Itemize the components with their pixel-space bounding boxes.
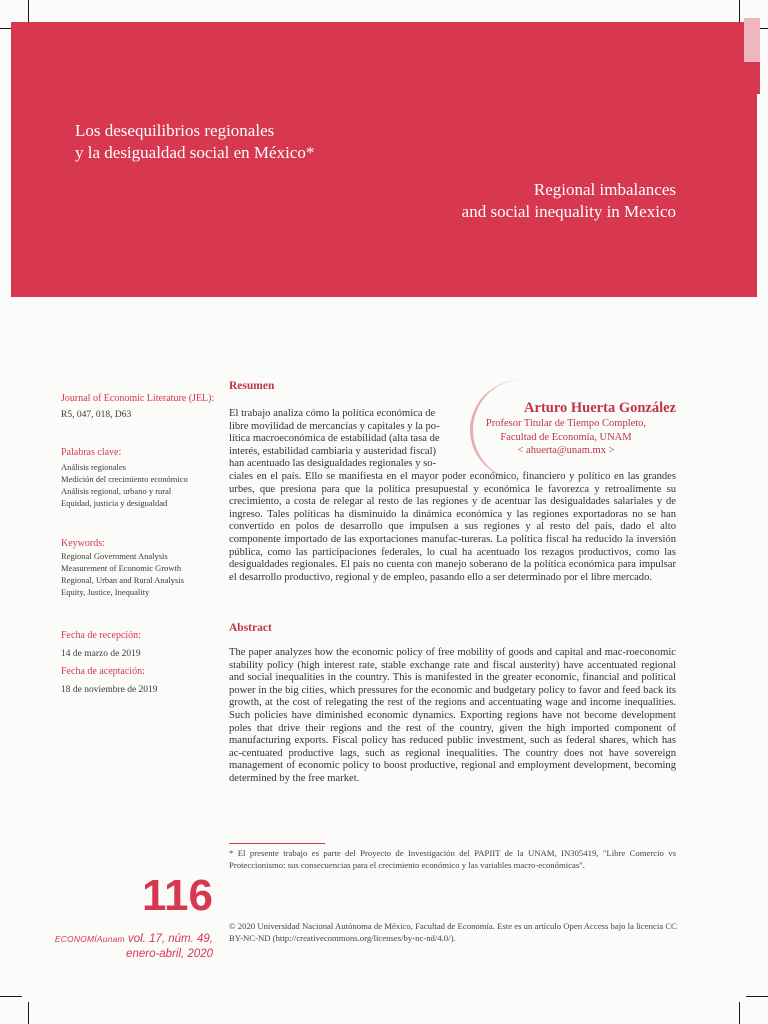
text-line: libre movilidad de mercancías y capitales y la po- <box>229 420 440 432</box>
crop-mark <box>28 1002 29 1024</box>
crop-mark <box>739 0 740 22</box>
footnote: * El presente trabajo es parte del Proyecto de Investigación del PAPIIT de la UNAM, IN305419, "Libre Comercio vs Proteccionismo: sus consecuencias para el crecimiento económico y las variables macro-económicas". <box>229 848 676 870</box>
author-name: Arturo Huerta González <box>524 400 676 416</box>
resumen-paragraph: ciales en el país. Ello se manifiesta en el mayor poder económico, financiero y político en las grandes urbes, que presiona para que la política presupuestal y económica le favorezca y retroalimente su crecimiento, a costa de relegar al resto de las regiones y de acentuar las desigualdades salariales y de ingreso. Tales políticas ha disminuido la dinámica económica y las regiones exportadoras no se han convertido en polos de desarrollo que impulsen a sus regiones y al resto del país, dado el alto componente importado de las exportaciones manufac-tureras. La política fiscal ha reducido la inversión pública, como las participaciones federales, lo cual ha acentuado los rezagos productivos, como las desigualdades regionales. El país no cuenta con manejo soberano de la política económica para impulsar el desarrollo productivo, regional y de empleo, pasando ello a ser determinado por el libre mercado. <box>229 471 676 583</box>
keyword: Regional, Urban and Rural Analysis <box>61 575 184 585</box>
abstract-paragraph: The paper analyzes how the economic policy of free mobility of goods and capital and mac-roeconomic stability policy (high interest rate, stable exchange rate and fiscal austerity) have accentuated regional and social inequalities in the country. This is manifested in the greater economic, financial and political power in the big cities, which pressures for the economic and budgetary policy to favor and feed back its growth, at the cost of relegating the rest of the regions and accentuating wage and income inequalities. Such policies have diminished economic dynamics. Exporting regions have not become development poles that drive their regions and the rest of the country, given the high imported component of manufacturing exports. Fiscal policy has reduced public investment, such as federal shares, which has ac-centuated productive lags, such as regional inequalities. The country does not have sovereign management of economic policy to boost productive, regional and employment development, becoming determined by the free market. <box>229 647 676 784</box>
keyword: Measurement of Economic Growth <box>61 563 182 573</box>
keyword: Medición del crecimiento económico <box>61 474 188 484</box>
title-line: y la desigualdad social en México* <box>75 143 315 162</box>
journal-citation <box>13 932 213 962</box>
article-title-english <box>256 179 676 223</box>
author-affiliation: Facultad de Economía, UNAM <box>500 431 632 443</box>
keywords-en-block <box>61 537 226 598</box>
dates-block <box>61 629 226 697</box>
text-line: interés, estabilidad cambiaria y austeridad fiscal) <box>229 445 437 457</box>
license-text: © 2020 Universidad Nacional Autónoma de México, Facultad de Economía. Este es un artículo Open Access bajo la licencia CC BY-NC-ND (http://creativecommons.org/licenses/by-nc-nd/4.0/). <box>229 921 677 943</box>
author-position: Profesor Titular de Tiempo Completo, <box>485 418 647 429</box>
accepted-label: Fecha de aceptación: <box>61 666 145 677</box>
keyword: Análisis regionales <box>61 462 126 472</box>
crop-mark <box>746 996 768 997</box>
text-line: lítica macroeconómica de estabilidad (alta tasa de <box>229 433 440 445</box>
journal-period: enero-abril, 2020 <box>126 948 213 960</box>
text-line: El trabajo analiza cómo la política económica de <box>229 408 436 419</box>
received-date: 14 de marzo de 2019 <box>61 649 141 659</box>
edge-tab <box>744 62 760 94</box>
jel-label: Journal of Economic Literature (JEL): <box>61 393 215 404</box>
resumen-heading: Resumen <box>229 380 275 392</box>
author-info <box>456 417 676 458</box>
text-line: han acentuado las desigualdades regionales y so- <box>229 458 437 470</box>
keyword: Equity, Justice, Inequality <box>61 587 150 597</box>
author-email: < ahuerta@unam.mx > <box>517 445 615 456</box>
page-number: 116 <box>142 871 213 920</box>
title-line: Regional imbalances <box>533 180 676 199</box>
edge-tab <box>744 18 760 66</box>
title-line: Los desequilibrios regionales <box>75 121 275 140</box>
keyword: Análisis regional, urbano y rural <box>61 486 172 496</box>
footnote-rule <box>229 843 325 844</box>
abstract-heading: Abstract <box>229 622 272 634</box>
resumen-text <box>229 471 676 584</box>
accepted-date: 18 de noviembre de 2019 <box>61 685 158 695</box>
jel-codes: R5, 047, 018, D63 <box>61 410 132 420</box>
journal-name: ECONOMÍAunam <box>54 934 125 944</box>
article-title-spanish <box>75 120 535 164</box>
keywords-es-block <box>61 446 226 509</box>
keywords-en-label: Keywords: <box>61 538 105 549</box>
received-label: Fecha de recepción: <box>61 630 141 641</box>
abstract-text <box>229 647 676 786</box>
keyword: Equidad, justicia y desigualdad <box>61 498 168 508</box>
resumen-wrapped-text <box>229 408 466 471</box>
journal-volume: vol. 17, núm. 49, <box>124 933 213 945</box>
keyword: Regional Government Analysis <box>61 551 168 561</box>
crop-mark <box>28 0 29 22</box>
jel-block <box>61 392 226 422</box>
crop-mark <box>0 996 22 997</box>
keywords-es-label: Palabras clave: <box>61 447 122 458</box>
crop-mark <box>739 1002 740 1024</box>
title-line: and social inequality in Mexico <box>461 202 676 221</box>
